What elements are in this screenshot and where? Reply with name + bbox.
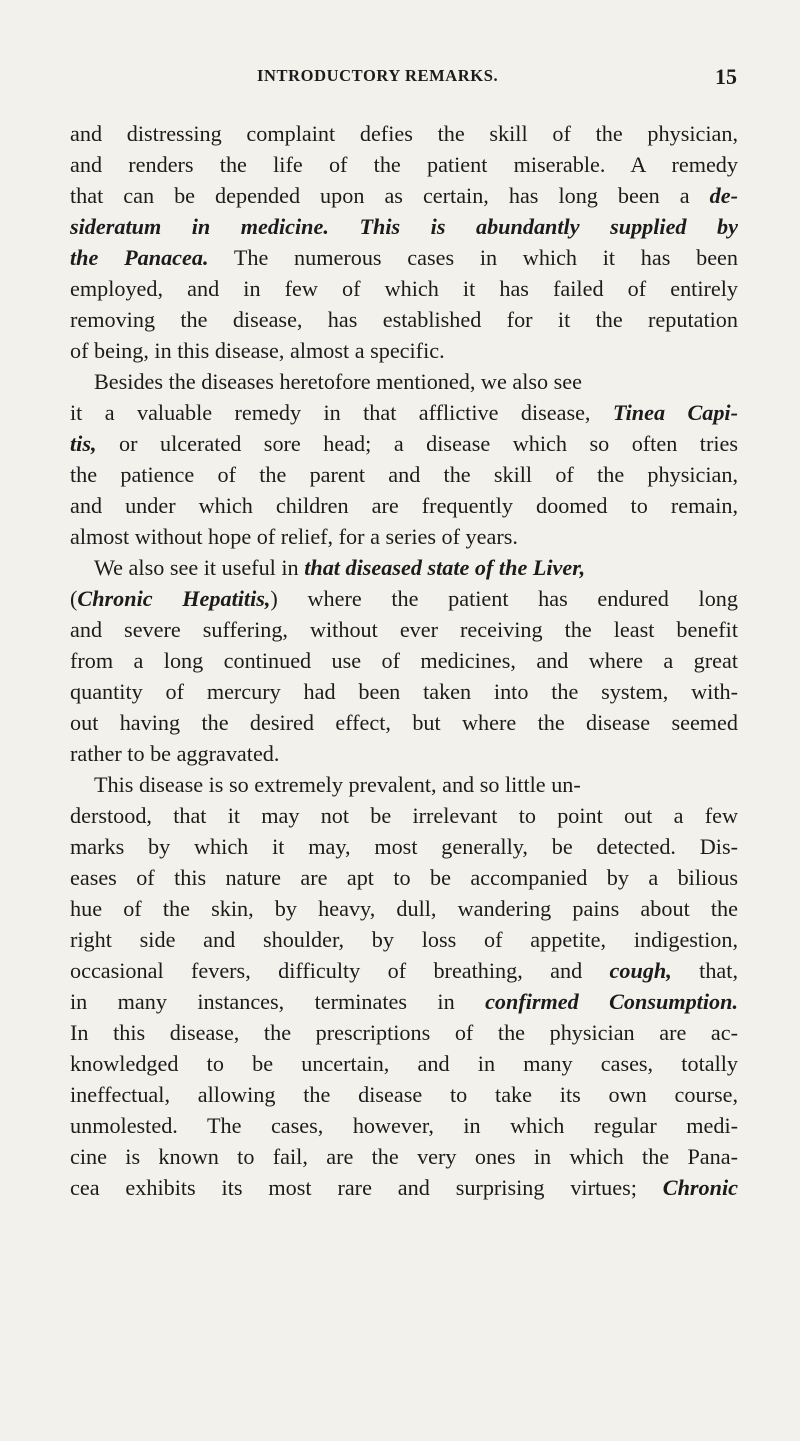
- emphasis-text: de-: [709, 183, 738, 208]
- text-line: [70, 1141, 738, 1172]
- emphasis-text: Tinea Capi-: [612, 400, 738, 425]
- line-text: and renders the life of the patient miserable. A remedy: [70, 152, 738, 177]
- text-line: [70, 335, 738, 366]
- text-line: [70, 211, 738, 242]
- line-text: employed, and in few of which it has failed of entirely: [70, 276, 738, 301]
- text-line: [70, 955, 738, 986]
- line-text: of being, in this disease, almost a specific.: [70, 338, 445, 363]
- text-line: [70, 366, 738, 397]
- running-head: [257, 66, 737, 94]
- line-text: and distressing complaint defies the skill of the physician,: [70, 121, 738, 146]
- line-text: that can be depended upon as certain, has long been a: [70, 183, 710, 208]
- line-text: right side and shoulder, by loss of appetite, indigestion,: [70, 927, 738, 952]
- line-text: marks by which it may, most generally, be detected. Dis-: [70, 834, 738, 859]
- line-text: rather to be aggravated.: [70, 741, 280, 766]
- line-text: hue of the skin, by heavy, dull, wandering pains about the: [70, 896, 738, 921]
- text-line: [70, 242, 738, 273]
- text-line: [70, 1110, 738, 1141]
- line-text: and severe suffering, without ever receiving the least benefit: [70, 617, 738, 642]
- text-line: [70, 552, 738, 583]
- line-text: unmolested. The cases, however, in which regular medi-: [70, 1113, 738, 1138]
- page-number: 15: [715, 64, 737, 89]
- line-text: ineffectual, allowing the disease to take its own course,: [70, 1082, 738, 1107]
- text-line: [70, 149, 738, 180]
- line-text: in many instances, terminates in: [70, 989, 486, 1014]
- text-line: [70, 118, 738, 149]
- text-line: [70, 738, 738, 769]
- line-text: out having the desired effect, but where the disease seemed: [70, 710, 738, 735]
- text-line: [70, 180, 738, 211]
- text-line: [70, 490, 738, 521]
- line-text: removing the disease, has established for it the reputation: [70, 307, 738, 332]
- line-text: it a valuable remedy in that afflictive disease,: [70, 400, 613, 425]
- text-line: [70, 583, 738, 614]
- text-line: [70, 645, 738, 676]
- text-line: [70, 1079, 738, 1110]
- emphasis-text: cough,: [609, 958, 672, 983]
- text-line: [70, 1017, 738, 1048]
- emphasis-text: that diseased state of the Liver,: [304, 555, 586, 580]
- line-text: In this disease, the prescriptions of the physician are ac-: [70, 1020, 738, 1045]
- text-line: [70, 273, 738, 304]
- text-line: [70, 397, 738, 428]
- text-line: [70, 1048, 738, 1079]
- running-title: INTRODUCTORY REMARKS.: [257, 66, 499, 85]
- line-text: The numerous cases in which it has been: [208, 245, 738, 270]
- line-text: from a long continued use of medicines, and where a great: [70, 648, 738, 673]
- text-line: [70, 428, 738, 459]
- line-text: Besides the diseases heretofore mentioned, we also see: [94, 369, 582, 394]
- line-text: cea exhibits its most rare and surprising virtues;: [70, 1175, 663, 1200]
- text-line: [70, 1172, 738, 1203]
- line-text: We also see it useful in: [94, 555, 305, 580]
- line-text: almost without hope of relief, for a series of years.: [70, 524, 518, 549]
- emphasis-text: Chronic: [662, 1175, 738, 1200]
- line-text: cine is known to fail, are the very ones in which the Pana-: [70, 1144, 738, 1169]
- text-line: [70, 862, 738, 893]
- emphasis-text: Chronic Hepatitis,: [77, 586, 271, 611]
- line-text: that,: [671, 958, 738, 983]
- text-line: [70, 676, 738, 707]
- text-line: [70, 614, 738, 645]
- line-text: eases of this nature are apt to be accompanied by a bilious: [70, 865, 738, 890]
- text-line: [70, 831, 738, 862]
- text-line: [70, 521, 738, 552]
- line-text: knowledged to be uncertain, and in many cases, totally: [70, 1051, 738, 1076]
- line-text: the patience of the parent and the skill of the physician,: [70, 462, 738, 487]
- line-text: and under which children are frequently doomed to remain,: [70, 493, 738, 518]
- body-text: [70, 118, 738, 1203]
- text-line: [70, 769, 738, 800]
- line-text: This disease is so extremely prevalent, and so little un-: [94, 772, 581, 797]
- text-line: [70, 459, 738, 490]
- line-text: ) where the patient has endured long: [270, 586, 738, 611]
- text-line: [70, 304, 738, 335]
- text-line: [70, 893, 738, 924]
- line-text: or ulcerated sore head; a disease which so often tries: [96, 431, 738, 456]
- text-line: [70, 707, 738, 738]
- line-text: quantity of mercury had been taken into the system, with-: [70, 679, 738, 704]
- text-line: [70, 800, 738, 831]
- emphasis-text: confirmed Consumption.: [485, 989, 738, 1014]
- line-text: occasional fevers, difficulty of breathing, and: [70, 958, 610, 983]
- text-line: [70, 986, 738, 1017]
- emphasis-text: sideratum in medicine. This is abundantly supplied by: [70, 214, 738, 239]
- emphasis-text: the Panacea.: [70, 245, 209, 270]
- emphasis-text: tis,: [70, 431, 97, 456]
- line-text: derstood, that it may not be irrelevant to point out a few: [70, 803, 738, 828]
- line-text: (: [70, 586, 78, 611]
- text-line: [70, 924, 738, 955]
